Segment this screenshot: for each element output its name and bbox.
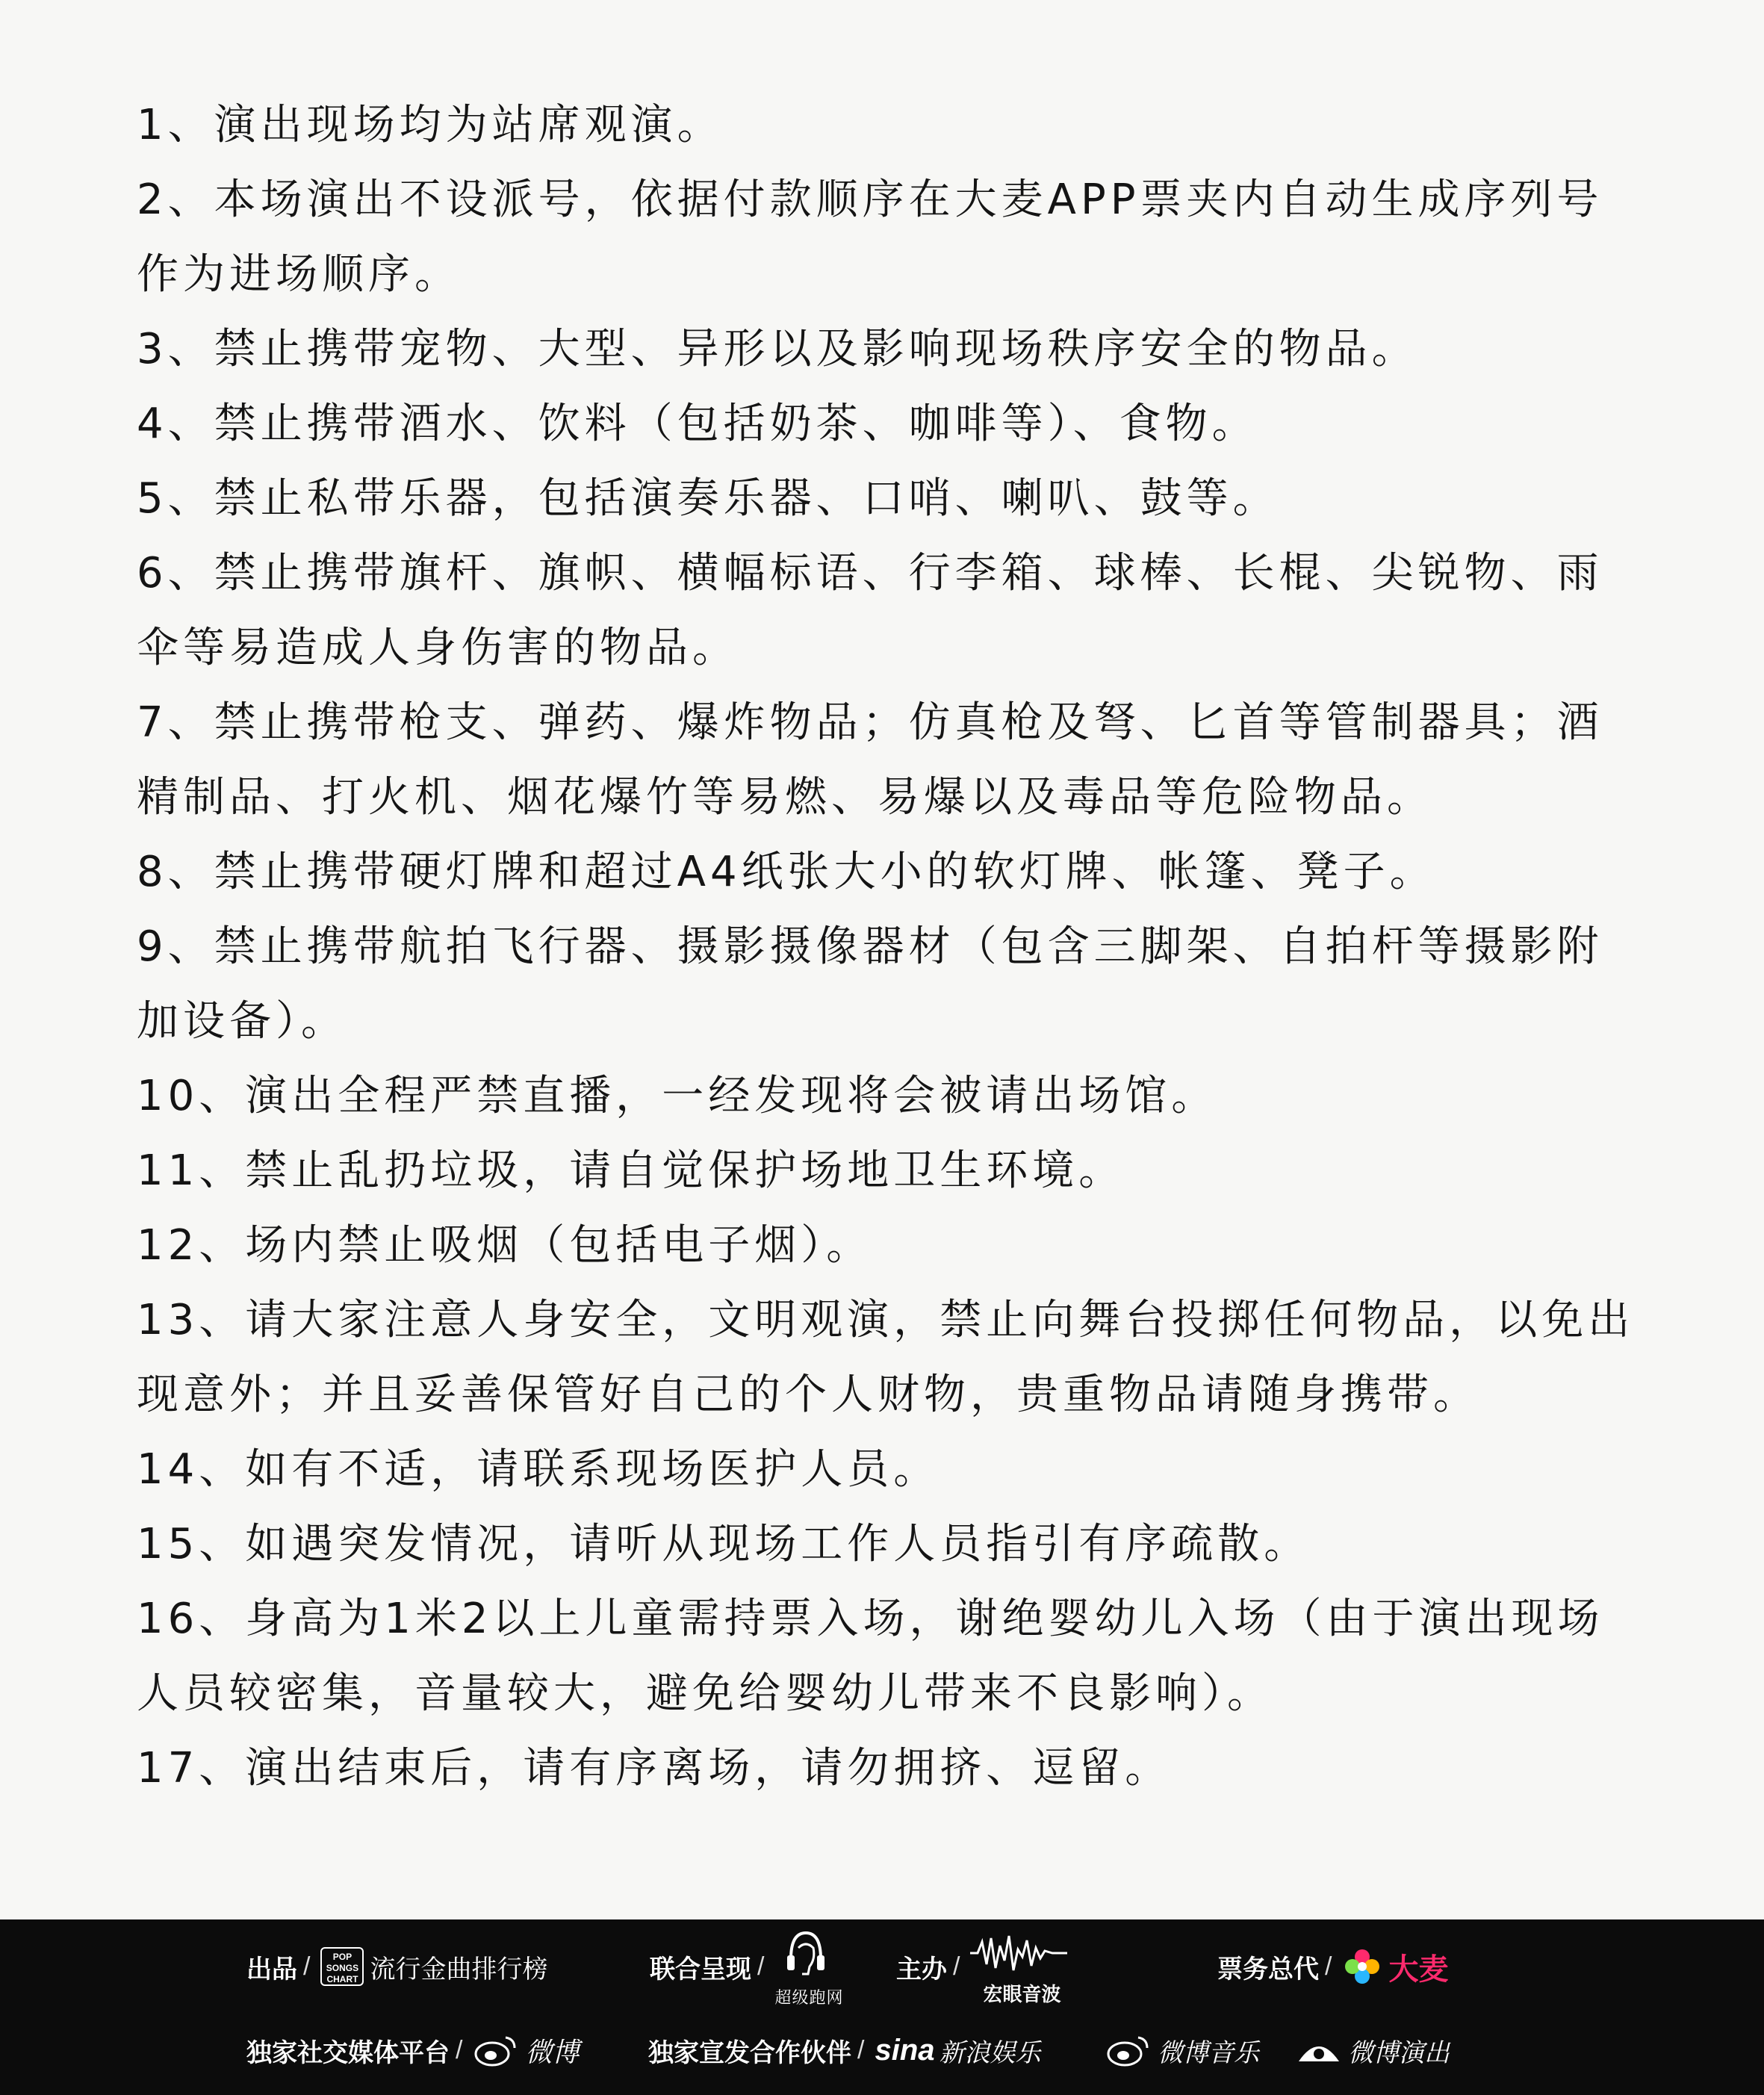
organizer-credit	[896, 1933, 1073, 2005]
separator: /	[456, 2035, 463, 2064]
rule-item: 7、禁止携带枪支、弹药、爆炸物品；仿真枪及弩、匕首等管制器具；酒精制品、打火机、烟花爆竹等易燃、易爆以及毒品等危险物品。	[137, 698, 1603, 822]
headphone-head-icon	[780, 1925, 832, 1985]
copresenter-credit	[650, 1933, 844, 2007]
rule-item: 12、场内禁止吸烟（包括电子烟）。	[137, 1221, 873, 1270]
sponsor-footer	[0, 1919, 1764, 2095]
ticketing-label: 票务总代	[1217, 1955, 1319, 1984]
rule-item: 2、本场演出不设派号，依据付款顺序在大麦APP票夹内自动生成序列号作为进场顺序。	[137, 176, 1603, 299]
sina-logo-icon: sina	[875, 2033, 935, 2067]
social-media-credit	[246, 2017, 579, 2084]
venue-rules-list	[137, 88, 1638, 1806]
rule-item: 3、禁止携带宠物、大型、异形以及影响现场秩序安全的物品。	[137, 325, 1418, 373]
rule-item: 14、如有不适，请联系现场医护人员。	[137, 1445, 940, 1494]
promotion-partner-label: 独家宣发合作伙伴	[648, 2038, 851, 2067]
copresenter-label: 联合呈现	[650, 1955, 751, 1984]
rule-item: 8、禁止携带硬灯牌和超过A4纸张大小的软灯牌、帐篷、凳子。	[137, 848, 1436, 896]
producer-credit	[246, 1933, 547, 2000]
rule-item: 11、禁止乱扔垃圾，请自觉保护场地卫生环境。	[137, 1146, 1125, 1195]
separator: /	[953, 1952, 960, 1981]
rule-item: 10、演出全程严禁直播，一经发现将会被请出场馆。	[137, 1072, 1218, 1120]
rule-item: 17、演出结束后，请有序离场，请勿拥挤、逗留。	[137, 1744, 1172, 1793]
ticketing-credit	[1217, 1933, 1448, 2000]
organizer-label: 主办	[896, 1955, 947, 1984]
separator: /	[757, 1952, 765, 1981]
separator: /	[303, 1952, 311, 1981]
rule-item: 4、禁止携带酒水、饮料（包括奶茶、咖啡等）、食物。	[137, 400, 1258, 448]
separator: /	[857, 2035, 865, 2064]
producer-brand: 流行金曲排行榜	[370, 1955, 548, 1984]
damai-flower-icon	[1342, 1946, 1382, 1987]
rule-item: 6、禁止携带旗杆、旗帜、横幅标语、行李箱、球棒、长棍、尖锐物、雨伞等易造成人身伤害的物品。	[137, 549, 1603, 672]
weibo-eye-icon	[1105, 2032, 1152, 2069]
copresenter-brand: 超级跑网	[774, 1987, 844, 2007]
sponsor-row-top	[0, 1933, 1764, 2007]
pop-songs-logo-icon: POP SONGS CHART	[320, 1947, 364, 1986]
promotion-partner-credit	[648, 2017, 1041, 2084]
ticketing-brand: 大麦	[1388, 1952, 1449, 1986]
weibo-show-brand: 微博演出	[1348, 2038, 1450, 2067]
rule-item: 15、如遇突发情况，请听从现场工作人员指引有序疏散。	[137, 1520, 1311, 1568]
weibo-show-logo-icon	[1296, 2032, 1342, 2069]
rule-item: 9、禁止携带航拍飞行器、摄影摄像器材（包含三脚架、自拍杆等摄影附加设备）。	[137, 922, 1603, 1046]
social-media-brand: 微博	[525, 2036, 580, 2067]
organizer-brand: 宏眼音波	[983, 1982, 1061, 2005]
rule-item: 5、禁止私带乐器，包括演奏乐器、口哨、喇叭、鼓等。	[137, 474, 1279, 523]
rule-item: 13、请大家注意人身安全，文明观演，禁止向舞台投掷任何物品，以免出现意外；并且妥善保管好自己的个人财物，贵重物品请随身携带。	[137, 1296, 1635, 1419]
weibo-music-credit	[1105, 2017, 1259, 2084]
sina-entertainment-brand: 新浪娱乐	[939, 2038, 1041, 2067]
weibo-eye-icon	[473, 2032, 519, 2069]
rule-item: 1、演出现场均为站席观演。	[137, 101, 724, 149]
rule-item: 16、身高为1米2以上儿童需持票入场，谢绝婴幼儿入场（由于演出现场人员较密集，音量较大，避免给婴幼儿带来不良影响）。	[137, 1595, 1604, 1718]
sponsor-row-bottom	[0, 2017, 1764, 2084]
separator: /	[1325, 1952, 1332, 1981]
producer-label: 出品	[246, 1955, 297, 1984]
weibo-show-credit	[1296, 2017, 1450, 2084]
social-media-label: 独家社交媒体平台	[246, 2038, 450, 2067]
weibo-music-brand: 微博音乐	[1158, 2038, 1259, 2067]
sound-wave-logo-icon	[970, 1927, 1067, 1979]
